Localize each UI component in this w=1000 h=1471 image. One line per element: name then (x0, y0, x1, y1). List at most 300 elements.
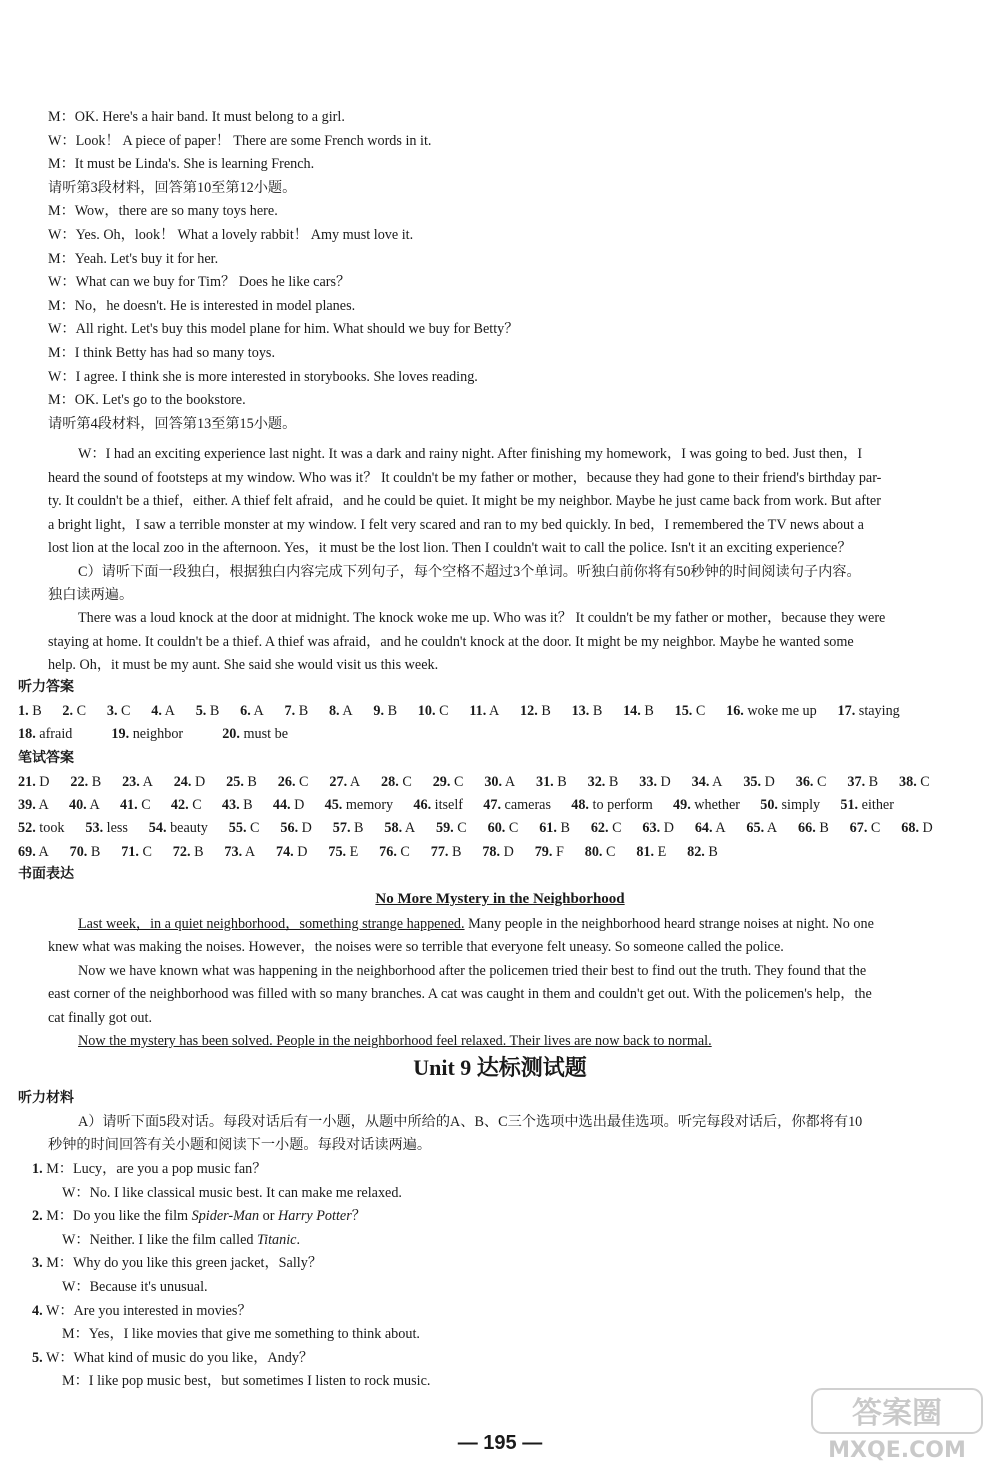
answer-item (840, 795, 894, 815)
answer-item (431, 842, 462, 862)
answer-number: 72. (172, 844, 191, 860)
essay-closing-sentence: Now the mystery has been solved. People in the neighborhood feel relaxed. Their lives are now back to normal. (78, 1033, 712, 1049)
answer-value: C (439, 703, 449, 719)
answer-value: D (294, 797, 305, 813)
answer-value: C (606, 844, 616, 860)
answer-number: 62. (590, 820, 609, 836)
listening-material-heading: 听力材料 (18, 1090, 74, 1106)
answer-value: D (301, 820, 312, 836)
answer-value: A (38, 797, 49, 813)
answer-item (901, 818, 933, 838)
film-title: Spider-Man (191, 1208, 260, 1225)
answer-number: 67. (849, 820, 868, 836)
answer-value: B (209, 703, 220, 719)
answer-number: 77. (430, 844, 449, 860)
answer-number: 65. (746, 820, 765, 836)
answer-value: C (400, 844, 410, 860)
answer-item (285, 701, 309, 721)
answer-number: 61. (539, 820, 557, 836)
answer-number: 81. (636, 844, 655, 860)
answer-item (229, 818, 260, 838)
answer-number: 14. (623, 703, 641, 719)
answer-value: C (508, 820, 519, 836)
dialogue-number: 5. (32, 1349, 43, 1366)
answer-value: afraid (39, 726, 73, 742)
answer-number: 73. (224, 844, 243, 860)
answer-number: 13. (571, 703, 590, 719)
answer-value: C (870, 820, 881, 836)
answer-value: A (244, 844, 256, 860)
answer-value: to perform (592, 797, 653, 813)
answer-item (482, 842, 514, 862)
answer-value: staying (858, 703, 900, 719)
answer-number: 60. (487, 820, 506, 836)
answer-number: 64. (694, 820, 713, 836)
answer-value: B (819, 820, 829, 836)
answer-item (850, 818, 881, 838)
answer-item (333, 818, 364, 838)
answer-value: B (868, 774, 879, 790)
answer-number: 49. (673, 797, 691, 813)
dialogue-line: 请听第3段材料，回答第10至第12小题。 (48, 179, 297, 196)
answer-value: C (612, 820, 622, 836)
answer-item (18, 701, 42, 721)
answer-item (639, 772, 671, 792)
answer-value: B (541, 703, 551, 719)
answer-value: B (608, 774, 619, 790)
dialogue-question-text: M：Why do you like this green jacket，Sally？ (46, 1255, 323, 1272)
answer-value: A (89, 797, 100, 813)
monologue-line: a bright light，I saw a terrible monster at my window. I felt very scared and ran to my bed quickly. In bed，I remembered the TV news about a (48, 517, 864, 533)
monologue-line: W：I had an exciting experience last night. It was a dark and rainy night. After finishing my homework，I was going to bed. Just then，I (78, 446, 863, 462)
answer-number: 51. (840, 797, 859, 813)
answer-number: 82. (687, 844, 705, 860)
written-answers-heading: 笔试答案 (18, 750, 74, 766)
answer-value: itself (434, 797, 464, 813)
dialogue-line: M：It must be Linda's. She is learning French. (48, 156, 315, 173)
answer-value: less (106, 820, 128, 836)
instruction-line: 秒钟的时间回答有关小题和阅读下一小题。每段对话读两遍。 (48, 1137, 432, 1153)
answer-number: 3. (106, 703, 118, 719)
dialogue-number: 1. (32, 1161, 43, 1177)
answer-number: 63. (642, 820, 661, 836)
answer-value: B (243, 797, 253, 813)
instruction-line: A）请听下面5段对话。每段对话后有一小题，从题中所给的A、B、C三个选项中选出最佳选项。听完每段对话后，你都将有10 (78, 1114, 863, 1130)
dialogue-question-text: M：Lucy，are you a pop music fan？ (46, 1161, 267, 1177)
monologue-line: heard the sound of footsteps at my window. Who was it？ It couldn't be my father or mother，because they had gone to their friend's birthday par- (48, 470, 882, 486)
answer-number: 53. (85, 820, 104, 836)
dialogue-question-text: or (259, 1208, 279, 1225)
answer-item (70, 772, 101, 792)
answer-value: must be (243, 726, 288, 742)
answer-item (847, 772, 878, 792)
answer-value: memory (345, 797, 394, 813)
answer-value: D (922, 820, 933, 836)
answer-item (588, 772, 619, 792)
essay-title: No More Mystery in the Neighborhood (375, 891, 625, 907)
dialogue-line: M：OK. Let's go to the bookstore. (48, 392, 246, 409)
answer-item (121, 842, 152, 862)
answer-item (384, 818, 415, 838)
essay-line: Now we have known what was happening in the neighborhood after the policemen tried their best to find out the truth. They found that the (78, 963, 867, 979)
answer-item (70, 842, 101, 862)
answer-item (224, 842, 255, 862)
answer-number: 28. (381, 774, 399, 790)
answer-number: 9. (373, 703, 385, 719)
answer-item (328, 842, 358, 862)
answer-number: 58. (384, 820, 403, 836)
monologue-line: help. Oh，it must be my aunt. She said she would visit us this week. (48, 657, 439, 673)
answer-number: 66. (798, 820, 816, 836)
answer-item (62, 701, 86, 721)
dialogue-question-text: M：Do you like the film (46, 1208, 192, 1225)
answer-number: 19. (111, 726, 130, 742)
answer-number: 7. (284, 703, 296, 719)
answer-value: A (404, 820, 416, 836)
answer-number: 43. (221, 797, 240, 813)
answer-number: 32. (587, 774, 606, 790)
answer-item (149, 818, 208, 838)
answer-item (695, 818, 726, 838)
answer-number: 68. (901, 820, 919, 836)
answer-number: 34. (691, 774, 710, 790)
answer-number: 59. (435, 820, 454, 836)
answer-item (642, 818, 674, 838)
answer-item (329, 772, 360, 792)
dialogue-line: M：OK. Here's a hair band. It must belong to a girl. (48, 109, 345, 125)
answer-item (484, 772, 515, 792)
dialogue-number: 3. (32, 1255, 43, 1272)
answer-item (535, 842, 564, 862)
answer-number: 35. (743, 774, 762, 790)
answer-value: beauty (170, 820, 208, 836)
answer-value: B (90, 844, 101, 860)
monologue-line: There was a loud knock at the door at midnight. The knock woke me up. Who was it？ It couldn't be my father or mother，because they were (78, 610, 886, 626)
answer-item (692, 772, 723, 792)
essay-line: east corner of the neighborhood was filled with so many branches. A cat was caught in them and couldn't get out. With the policemen's help，the (48, 986, 872, 1002)
answer-item (899, 772, 930, 792)
answer-number: 20. (222, 726, 240, 742)
answer-number: 1. (18, 703, 29, 719)
answer-value: whether (694, 797, 740, 813)
answer-number: 23. (122, 774, 140, 790)
answer-item (673, 795, 740, 815)
dialogue-question (32, 1301, 252, 1321)
dialogue-answer: W：No. I like classical music best. It can make me relaxed. (62, 1184, 402, 1201)
monologue-line: staying at home. It couldn't be a thief. A thief was afraid，and he couldn't knock at the door. It might be my neighbor. Maybe he wanted some (48, 634, 854, 650)
answer-item (520, 701, 551, 721)
page-number: — 195 — (457, 1432, 543, 1454)
answer-value: B (708, 844, 718, 860)
answer-number: 8. (328, 703, 340, 719)
answer-item (222, 795, 253, 815)
essay-paragraph-1 (78, 914, 874, 934)
answer-item (173, 842, 204, 862)
answer-number: 44. (272, 797, 291, 813)
answer-number: 76. (379, 844, 397, 860)
answer-value: B (298, 703, 309, 719)
answer-value: simply (781, 797, 821, 813)
answer-number: 39. (18, 797, 36, 813)
answer-value: C (141, 797, 151, 813)
answer-item (539, 818, 570, 838)
answer-number: 42. (170, 797, 189, 813)
essay-line: cat finally got out. (48, 1010, 153, 1026)
dialogue-answer: M：I like pop music best，but sometimes I listen to rock music. (62, 1373, 431, 1390)
dialogue-line: W：I agree. I think she is more interested in storybooks. She loves reading. (48, 368, 478, 385)
answer-value: D (764, 774, 775, 790)
answer-number: 45. (324, 797, 343, 813)
answer-number: 70. (69, 844, 88, 860)
answer-number: 40. (68, 797, 87, 813)
answer-number: 15. (674, 703, 693, 719)
answer-value: B (592, 703, 603, 719)
answer-item (69, 795, 100, 815)
answer-item (726, 701, 817, 721)
unit-title: Unit 9 达标测试题 (413, 1055, 587, 1080)
answer-value: E (657, 844, 667, 860)
answer-value: B (644, 703, 654, 719)
answer-value: C (817, 774, 827, 790)
answer-number: 41. (119, 797, 138, 813)
dialogue-answer: M：Yes，I like movies that give me something to think about. (62, 1326, 420, 1343)
essay-paragraph-3 (78, 1031, 712, 1051)
answer-item (585, 842, 616, 862)
film-title: Titanic (257, 1231, 297, 1248)
dialogue-question-text: W：What kind of music do you like，Andy？ (45, 1349, 314, 1366)
answer-number: 38. (899, 774, 917, 790)
answer-value: B (387, 703, 398, 719)
answer-value: C (76, 703, 87, 719)
answer-number: 52. (18, 820, 36, 836)
dialogue-question (32, 1348, 313, 1368)
answer-item (433, 772, 464, 792)
answer-item (151, 701, 175, 721)
answer-item (278, 772, 309, 792)
answer-value: F (555, 844, 564, 860)
dialogue-answer-text: W：Neither. I like the film called (62, 1231, 258, 1248)
answer-value: A (766, 820, 778, 836)
answer-number: 46. (413, 797, 432, 813)
dialogue-number: 4. (32, 1302, 43, 1319)
answer-item (226, 772, 257, 792)
answer-item (536, 772, 567, 792)
writing-heading: 书面表达 (18, 866, 74, 882)
dialogue-line: W：Look！ A piece of paper！ There are some French words in it. (48, 132, 432, 149)
answer-value: E (349, 844, 359, 860)
answer-item (796, 772, 827, 792)
answer-item (240, 701, 264, 721)
answer-item (469, 701, 499, 721)
answer-number: 25. (226, 774, 244, 790)
answer-item (325, 795, 394, 815)
answer-item (572, 701, 603, 721)
answer-number: 33. (639, 774, 657, 790)
answer-number: 71. (121, 844, 139, 860)
answer-value: C (142, 844, 152, 860)
dialogue-answer-text: . (296, 1231, 300, 1248)
essay-paragraph-1-line-2: knew what was making the noises. However，the noises were so terrible that everyone felt uneasy. So someone called the police. (48, 939, 784, 955)
answer-value: C (250, 820, 260, 836)
answer-value: B (557, 774, 567, 790)
answer-value: C (920, 774, 930, 790)
answer-number: 21. (18, 774, 36, 790)
answer-value: A (253, 703, 264, 719)
answer-number: 57. (332, 820, 351, 836)
answer-item (373, 701, 397, 721)
answer-value: B (194, 844, 204, 860)
answer-item (488, 818, 519, 838)
dialogue-question (32, 1159, 266, 1179)
answer-item (107, 701, 131, 721)
watermark-logo (802, 1385, 992, 1465)
essay-p1-rest: Many people in the neighborhood heard strange noises at night. No one (464, 916, 874, 932)
answer-number: 78. (482, 844, 501, 860)
watermark-text-cn: 答案圈 (852, 1396, 942, 1431)
answer-value: B (91, 774, 102, 790)
dialogue-question (32, 1253, 322, 1273)
instruction-line: C）请听下面一段独白，根据独白内容完成下列句子，每个空格不超过3个单词。听独白前你将有50秒钟的时间阅读句子内容。 (78, 564, 861, 580)
answer-number: 47. (483, 797, 501, 813)
answer-value: C (457, 820, 467, 836)
answer-number: 75. (328, 844, 347, 860)
answer-item (280, 818, 312, 838)
answer-value: neighbor (132, 726, 184, 742)
answer-value: A (38, 844, 49, 860)
answer-item (120, 795, 151, 815)
answer-number: 6. (240, 703, 251, 719)
answer-value: either (861, 797, 894, 813)
answer-value: C (192, 797, 202, 813)
dialogue-line: W：All right. Let's buy this model plane for him. What should we buy for Betty？ (48, 321, 519, 338)
answer-number: 24. (173, 774, 192, 790)
answer-value: A (142, 774, 153, 790)
answer-item (687, 842, 718, 862)
answer-number: 27. (329, 774, 348, 790)
answer-value: D (503, 844, 514, 860)
answer-value: A (712, 774, 723, 790)
film-title: Harry Potter (278, 1208, 352, 1225)
answer-value: D (297, 844, 308, 860)
answer-item (273, 795, 305, 815)
answer-number: 17. (837, 703, 856, 719)
answer-value: A (164, 703, 175, 719)
answer-item (111, 724, 183, 744)
answer-number: 11. (469, 703, 487, 719)
dialogue-number: 2. (32, 1208, 43, 1225)
answer-value: D (39, 774, 50, 790)
answer-number: 79. (534, 844, 553, 860)
watermark-text-url: MXQE.COM (828, 1438, 966, 1463)
answer-number: 30. (484, 774, 503, 790)
answer-number: 54. (148, 820, 167, 836)
answer-value: A (504, 774, 516, 790)
answer-value: A (349, 774, 361, 790)
answer-item (418, 701, 449, 721)
answer-item (636, 842, 666, 862)
answer-number: 56. (280, 820, 299, 836)
dialogue-line: M：I think Betty has had so many toys. (48, 345, 275, 361)
answer-number: 26. (277, 774, 296, 790)
answer-number: 2. (62, 703, 74, 719)
answer-item (743, 772, 775, 792)
answer-item (591, 818, 622, 838)
answer-value: C (299, 774, 309, 790)
dialogue-line: M：Wow，there are so many toys here. (48, 203, 278, 220)
answer-item (379, 842, 410, 862)
answer-value: C (121, 703, 131, 719)
answer-item (413, 795, 463, 815)
dialogue-line: M：No，he doesn't. He is interested in model planes. (48, 297, 356, 314)
answer-item (122, 772, 153, 792)
answer-value: D (660, 774, 671, 790)
answer-item (276, 842, 308, 862)
answer-number: 4. (151, 703, 162, 719)
answer-number: 12. (520, 703, 538, 719)
answer-value: took (39, 820, 65, 836)
answer-number: 5. (195, 703, 207, 719)
essay-underlined-sentence: Last week，in a quiet neighborhood，something strange happened. (78, 916, 465, 932)
answer-row (18, 701, 900, 721)
answer-number: 29. (432, 774, 451, 790)
answer-item (746, 818, 777, 838)
answer-item (483, 795, 551, 815)
answer-row (18, 842, 718, 862)
answer-row (18, 772, 930, 792)
answer-item (18, 795, 49, 815)
answer-number: 55. (228, 820, 247, 836)
answer-value: B (32, 703, 42, 719)
answer-row (18, 795, 894, 815)
instruction-line: 独白读两遍。 (48, 587, 134, 603)
answer-item (85, 818, 128, 838)
answer-item (623, 701, 654, 721)
answer-number: 18. (18, 726, 36, 742)
answer-number: 80. (584, 844, 603, 860)
answer-item (222, 724, 288, 744)
answer-value: B (452, 844, 462, 860)
answer-number: 22. (70, 774, 89, 790)
dialogue-line: 请听第4段材料，回答第13至第15小题。 (48, 415, 297, 432)
monologue-line: ty. It couldn't be a thief，either. A thief felt afraid，and he could be quiet. It might be my neighbor. Maybe he just came back from work. But after (48, 493, 881, 509)
answer-item (798, 818, 829, 838)
monologue-line: lost lion at the local zoo in the afternoon. Yes，it must be the lost lion. Then I couldn't wait to call the police. Isn't it an exciting experience？ (48, 540, 852, 556)
answer-value: C (453, 774, 464, 790)
answer-number: 16. (726, 703, 744, 719)
dialogue-line: W：Yes. Oh，look！ What a lovely rabbit！ Amy must love it. (48, 227, 414, 243)
answer-item (329, 701, 353, 721)
answer-number: 48. (571, 797, 589, 813)
answer-number: 37. (847, 774, 866, 790)
answer-value: B (560, 820, 570, 836)
answer-value: B (247, 774, 257, 790)
answer-number: 10. (417, 703, 436, 719)
answer-item (196, 701, 220, 721)
dialogue-answer (62, 1230, 300, 1250)
dialogue-line: W：What can we buy for Tim？ Does he like cars？ (48, 274, 351, 291)
answer-item (18, 724, 72, 744)
answer-item (18, 842, 49, 862)
answer-item (174, 772, 206, 792)
answer-value: A (489, 703, 500, 719)
dialogue-question (32, 1206, 366, 1226)
answer-item (18, 818, 65, 838)
answer-item (838, 701, 900, 721)
answer-item (571, 795, 653, 815)
answer-value: cameras (504, 797, 552, 813)
answer-number: 31. (535, 774, 554, 790)
answer-item (18, 772, 50, 792)
